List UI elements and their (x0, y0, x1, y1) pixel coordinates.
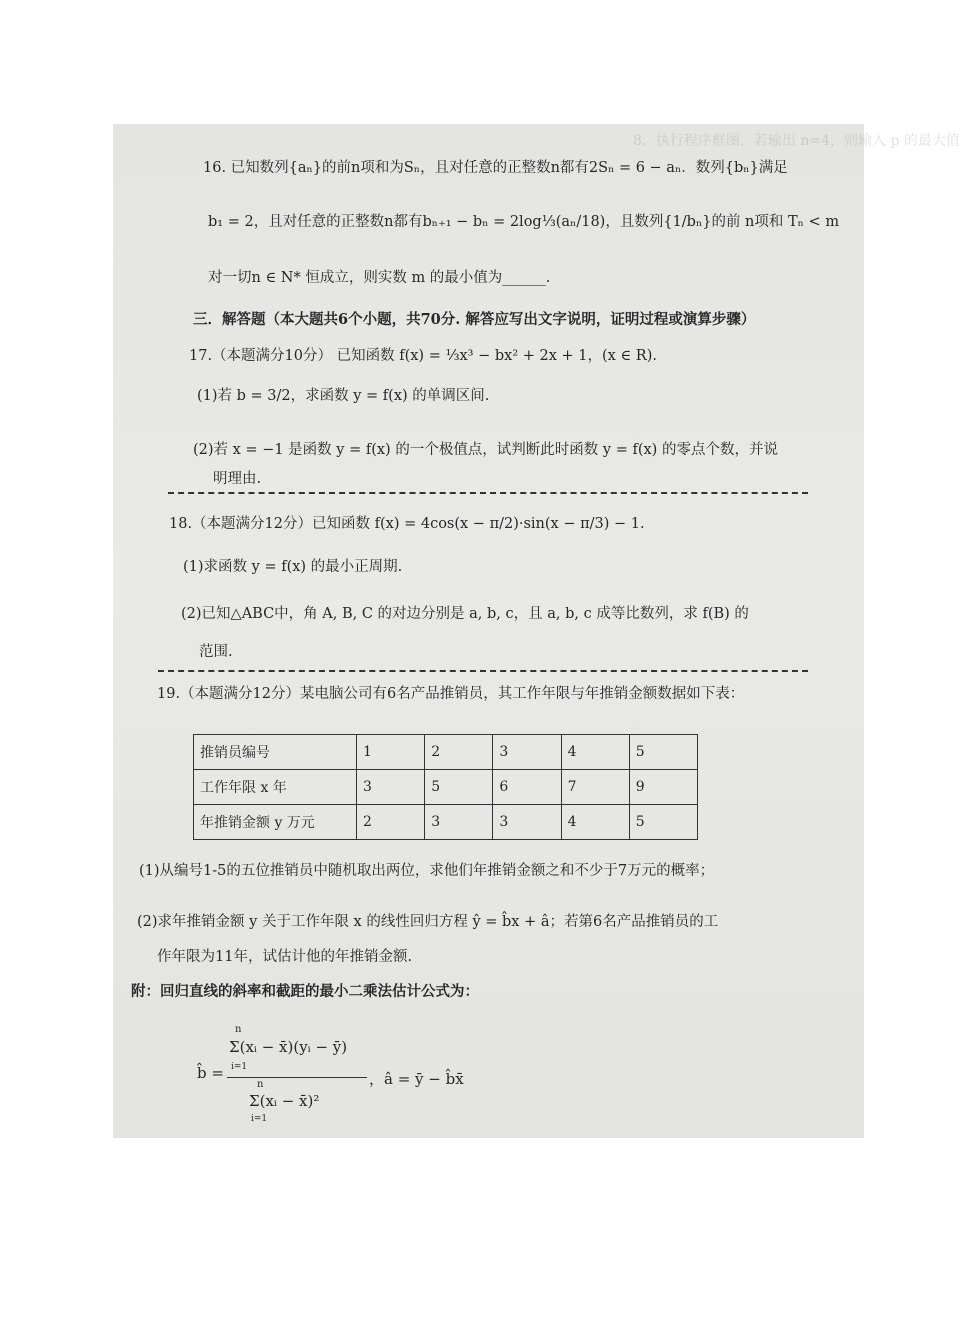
dashed-separator-1 (168, 492, 808, 494)
table-cell: 1 (357, 735, 425, 770)
sales-table (193, 734, 698, 840)
q19-part1: (1)从编号1-5的五位推销员中随机取出两位，求他们年推销金额之和不少于7万元的概率； (139, 863, 715, 879)
q19-part2: (2)求年推销金额 y 关于工作年限 x 的线性回归方程 ŷ = b̂x + â；若第6名产品推销员的工 (137, 914, 719, 930)
table-cell: 6 (493, 770, 561, 805)
table-cell: 9 (629, 770, 697, 805)
fraction-bar (227, 1077, 367, 1078)
q16-line2: b₁ = 2，且对任意的正整数n都有bₙ₊₁ − bₙ = 2log⅓(aₙ/18)，且数列{1/bₙ}的前 n项和 Tₙ < m (208, 214, 840, 230)
row-label: 年推销金额 y 万元 (194, 805, 357, 840)
q18-line1: 18.（本题满分12分）已知函数 f(x) = 4cos(x − π/2)·sin(x − π/3) − 1. (169, 516, 645, 532)
q18-part1: (1)求函数 y = f(x) 的最小正周期. (183, 559, 403, 575)
table-cell: 2 (357, 805, 425, 840)
sum-upper-2: n (257, 1079, 264, 1090)
numerator: Σ(xᵢ − x̄)(yᵢ − ȳ) (229, 1038, 348, 1056)
q18-part2: (2)已知△ABC中，角 A, B, C 的对边分别是 a, b, c，且 a, b, c 成等比数列，求 f(B) 的 (181, 606, 749, 622)
row-label: 推销员编号 (194, 735, 357, 770)
q18-part2-cont: 范围. (199, 644, 233, 660)
appendix-note: 附：回归直线的斜率和截距的最小二乘法估计公式为： (131, 983, 479, 1000)
sum-lower-2: i=1 (251, 1114, 268, 1124)
table-cell: 7 (561, 770, 629, 805)
table-cell: 3 (357, 770, 425, 805)
table-cell: 5 (629, 805, 697, 840)
intercept-formula: ，â = ȳ − b̂x̄ (369, 1070, 464, 1088)
exam-photo (113, 124, 960, 1138)
table-row (194, 735, 698, 770)
q17-line1: 17.（本题满分10分） 已知函数 f(x) = ⅓x³ − bx² + 2x + 1，(x ∈ R). (189, 348, 657, 364)
q17-part1: (1)若 b = 3/2，求函数 y = f(x) 的单调区间. (197, 388, 490, 404)
show-through-text: 8．执行程序框图，若输出 n=4，则输入 p 的最大值 (633, 133, 960, 149)
table-cell: 2 (425, 735, 493, 770)
dashed-separator-2 (158, 670, 808, 672)
q17-part2: (2)若 x = −1 是函数 y = f(x) 的一个极值点，试判断此时函数 y = f(x) 的零点个数，并说 (193, 442, 778, 458)
section3-heading: 三．解答题（本大题共6个小题，共70分. 解答应写出文字说明，证明过程或演算步骤） (193, 311, 756, 328)
q19-line1: 19.（本题满分12分）某电脑公司有6名产品推销员，其工作年限与年推销金额数据如下表： (157, 686, 745, 702)
sum-upper-1: n (235, 1024, 242, 1035)
q16-line3: 对一切n ∈ N* 恒成立，则实数 m 的最小值为______. (208, 270, 551, 286)
sum-lower-1: i=1 (231, 1062, 248, 1072)
table-cell: 3 (493, 805, 561, 840)
table-cell: 5 (425, 770, 493, 805)
table-row (194, 770, 698, 805)
formula-lhs: b̂ = (197, 1064, 224, 1082)
row-label: 工作年限 x 年 (194, 770, 357, 805)
table-cell: 4 (561, 735, 629, 770)
table-cell: 3 (425, 805, 493, 840)
denominator: Σ(xᵢ − x̄)² (249, 1092, 320, 1110)
q17-part2-cont: 明理由. (213, 471, 262, 487)
table-cell: 4 (561, 805, 629, 840)
table-cell: 5 (629, 735, 697, 770)
table-row (194, 805, 698, 840)
q16-line1: 16. 已知数列{aₙ}的前n项和为Sₙ，且对任意的正整数n都有2Sₙ = 6 − aₙ．数列{bₙ}满足 (203, 160, 788, 176)
q19-part2-cont: 作年限为11年，试估计他的年推销金额. (157, 949, 413, 965)
table-cell: 3 (493, 735, 561, 770)
